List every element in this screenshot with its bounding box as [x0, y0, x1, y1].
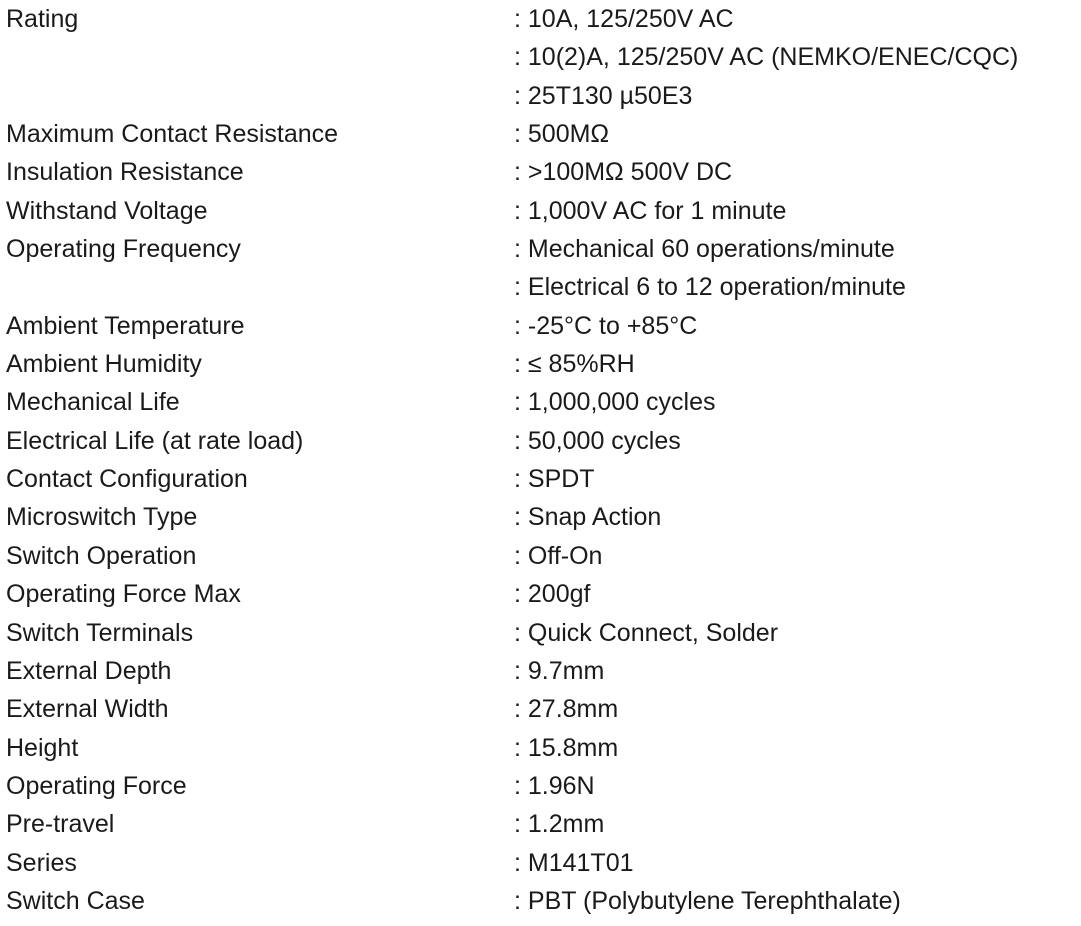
spec-row	[6, 882, 1081, 920]
spec-value: : >100MΩ 500V DC	[514, 158, 733, 187]
spec-row	[6, 652, 1081, 690]
spec-label: Insulation Resistance	[6, 158, 244, 187]
spec-label: Maximum Contact Resistance	[6, 120, 339, 149]
spec-value: : -25°C to +85°C	[514, 311, 698, 340]
spec-label: Ambient Humidity	[6, 350, 202, 379]
spec-label: Switch Terminals	[6, 618, 194, 647]
spec-label: Mechanical Life	[6, 388, 180, 417]
spec-row	[6, 77, 1081, 115]
spec-row	[6, 153, 1081, 191]
spec-row	[6, 230, 1081, 268]
spec-value: : 10A, 125/250V AC	[514, 5, 734, 33]
spec-row	[6, 460, 1081, 498]
spec-value: : PBT (Polybutylene Terephthalate)	[514, 886, 901, 915]
spec-row	[6, 383, 1081, 421]
spec-row	[6, 38, 1081, 76]
spec-value: : 25T130 µ50E3	[514, 81, 693, 110]
spec-label: Operating Force	[6, 771, 187, 800]
spec-row	[6, 115, 1081, 153]
spec-label: Microswitch Type	[6, 503, 198, 532]
spec-value: : 27.8mm	[514, 695, 619, 724]
spec-value: : Snap Action	[514, 503, 662, 532]
spec-row	[6, 268, 1081, 306]
spec-value: : ≤ 85%RH	[514, 350, 635, 379]
spec-value: : Off-On	[514, 541, 603, 570]
spec-value: : 1,000,000 cycles	[514, 388, 716, 417]
spec-value: : 500MΩ	[514, 120, 610, 149]
spec-value: : M141T01	[514, 848, 634, 877]
spec-value: : 50,000 cycles	[514, 426, 681, 455]
spec-value: : Electrical 6 to 12 operation/minute	[514, 273, 906, 302]
spec-value: : 10(2)A, 125/250V AC (NEMKO/ENEC/CQC)	[514, 43, 1019, 72]
spec-label: Pre-travel	[6, 810, 115, 839]
spec-row	[6, 307, 1081, 345]
spec-value: : SPDT	[514, 465, 595, 494]
spec-row	[6, 422, 1081, 460]
spec-row	[6, 192, 1081, 230]
spec-label: Electrical Life (at rate load)	[6, 426, 304, 455]
spec-row	[6, 614, 1081, 652]
spec-label: Operating Frequency	[6, 235, 241, 264]
spec-sheet	[6, 0, 1081, 920]
spec-label: Contact Configuration	[6, 465, 248, 494]
spec-value: : 9.7mm	[514, 656, 605, 685]
spec-value: : 15.8mm	[514, 733, 619, 762]
spec-row	[6, 575, 1081, 613]
spec-value: : 200gf	[514, 580, 591, 609]
spec-row	[6, 0, 1081, 38]
spec-label: Ambient Temperature	[6, 311, 245, 340]
spec-row	[6, 690, 1081, 728]
spec-row	[6, 537, 1081, 575]
spec-label: Switch Operation	[6, 541, 197, 570]
spec-label: External Width	[6, 695, 169, 724]
spec-row	[6, 498, 1081, 536]
spec-label: Switch Case	[6, 886, 145, 915]
spec-value: : 1.96N	[514, 771, 595, 800]
spec-label: Withstand Voltage	[6, 196, 208, 225]
spec-row	[6, 844, 1081, 882]
spec-value: : Mechanical 60 operations/minute	[514, 235, 895, 264]
spec-label: Operating Force Max	[6, 580, 241, 609]
spec-label: External Depth	[6, 656, 172, 685]
spec-label: Rating	[6, 5, 79, 33]
spec-label: Height	[6, 733, 79, 762]
spec-value: : 1,000V AC for 1 minute	[514, 196, 787, 225]
spec-row	[6, 729, 1081, 767]
spec-label: Series	[6, 848, 77, 877]
spec-value: : 1.2mm	[514, 810, 605, 839]
spec-value: : Quick Connect, Solder	[514, 618, 779, 647]
spec-row	[6, 767, 1081, 805]
spec-row	[6, 345, 1081, 383]
spec-row	[6, 805, 1081, 843]
